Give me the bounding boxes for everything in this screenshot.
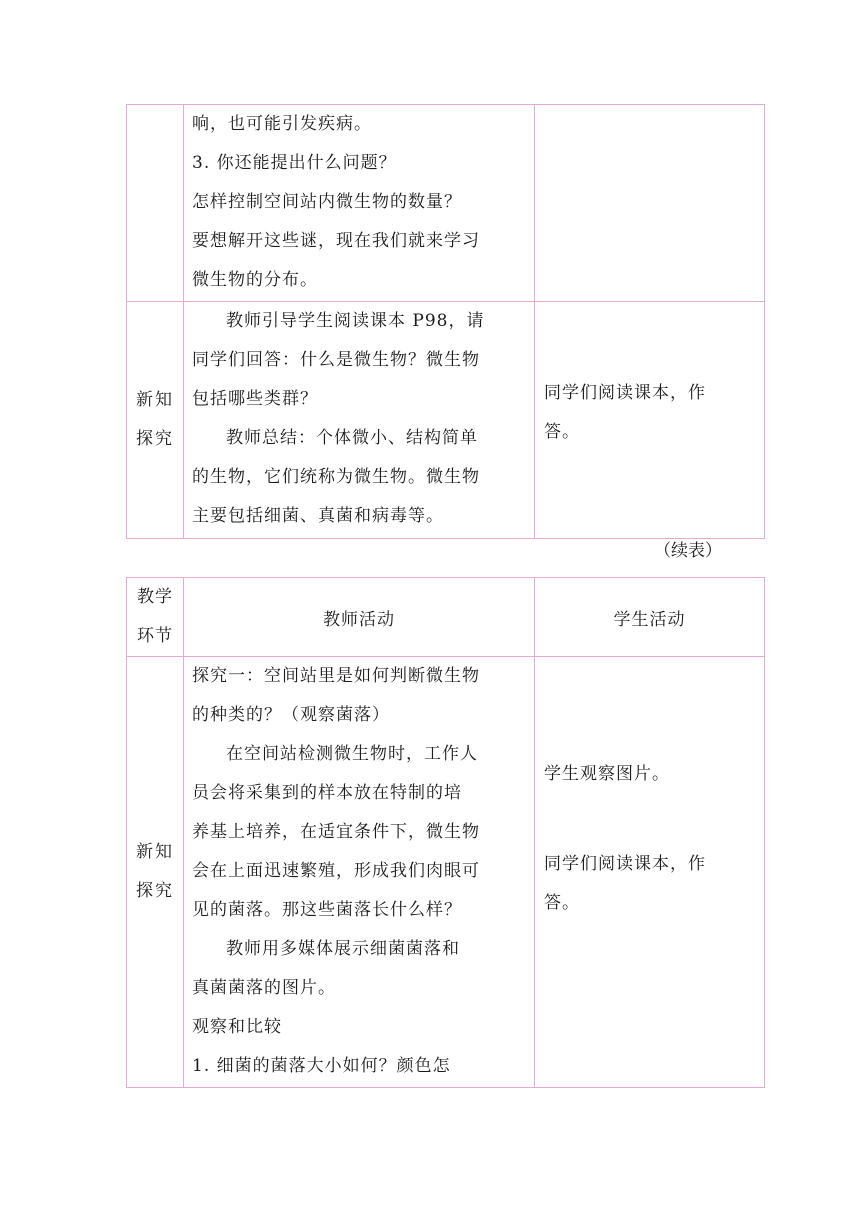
summary-label: 教师总结：: [226, 428, 316, 448]
teacher-line: 微生物的分布。: [192, 270, 318, 290]
teacher-line: 同学们回答：什么是微生物？微生物: [192, 350, 480, 370]
teacher-line: 教师引导学生阅读课本 P98，请: [226, 311, 485, 331]
header-student-activity: 学生活动: [535, 578, 765, 657]
teacher-activity-cell: [184, 302, 535, 539]
observe-heading: 观察和比较: [192, 1017, 282, 1037]
teacher-line: 真菌菌落的图片。: [192, 978, 336, 998]
teacher-line: 主要包括细菌、真菌和病毒等。: [192, 506, 444, 526]
inquiry-heading: 的种类的？（观察菌落）: [192, 705, 390, 725]
teacher-line: 3. 你还能提出什么问题？: [192, 153, 397, 173]
student-activity-cell: [535, 657, 765, 1088]
teacher-summary-line: [192, 419, 528, 458]
teacher-line: 员会将采集到的样本放在特制的培: [192, 783, 462, 803]
student-line: 同学们阅读课本，作: [544, 854, 706, 874]
teacher-line: 包括哪些类群？: [192, 389, 318, 409]
table-header-row: [127, 578, 765, 657]
teacher-line: 会在上面迅速繁殖，形成我们肉眼可: [192, 861, 480, 881]
teacher-line: 1. 细菌的菌落大小如何？颜色怎: [192, 1056, 451, 1076]
inquiry-heading: 探究一：空间站里是如何判断微生物: [192, 666, 480, 686]
table-row: [127, 105, 765, 302]
teacher-line: 养基上培养，在适宜条件下，微生物: [192, 822, 480, 842]
continued-table-label: （续表）: [654, 541, 722, 561]
student-line: 答。: [544, 893, 580, 913]
teacher-line: 要想解开这些谜，现在我们就来学习: [192, 231, 480, 251]
student-line: 学生观察图片。: [544, 764, 670, 784]
teacher-line: 在空间站检测微生物时，工作人: [226, 744, 478, 764]
student-activity-cell: [535, 302, 765, 539]
lesson-table-part-1: [126, 104, 765, 539]
teacher-activity-cell: [184, 657, 535, 1088]
stage-label: 新知: [136, 390, 174, 410]
stage-label: 探究: [136, 429, 174, 449]
student-line: 同学们阅读课本，作: [544, 383, 706, 403]
teacher-line: 的生物，它们统称为微生物。微生物: [192, 467, 480, 487]
header-teacher-activity: 教师活动: [184, 578, 535, 657]
table-row: [127, 302, 765, 539]
summary-text: 个体微小、结构简单: [316, 428, 478, 448]
teacher-activity-cell: [184, 105, 535, 302]
header-stage-line: 环节: [137, 626, 173, 646]
teacher-line: 怎样控制空间站内微生物的数量？: [192, 192, 462, 212]
teacher-line: 见的菌落。那这些菌落长什么样？: [192, 900, 462, 920]
table-row: [127, 657, 765, 1088]
teacher-line: 教师用多媒体展示细菌菌落和: [226, 939, 460, 959]
header-stage: [127, 578, 184, 657]
stage-cell: [127, 657, 184, 1088]
stage-label: 新知: [136, 842, 174, 862]
lesson-table-part-2: [126, 577, 765, 1088]
stage-cell-empty: [127, 105, 184, 302]
student-line: 答。: [544, 422, 580, 442]
student-activity-cell-empty: [535, 105, 765, 302]
header-stage-line: 教学: [137, 587, 173, 607]
teacher-line: 响，也可能引发疾病。: [192, 114, 372, 134]
stage-label: 探究: [136, 881, 174, 901]
stage-cell: [127, 302, 184, 539]
